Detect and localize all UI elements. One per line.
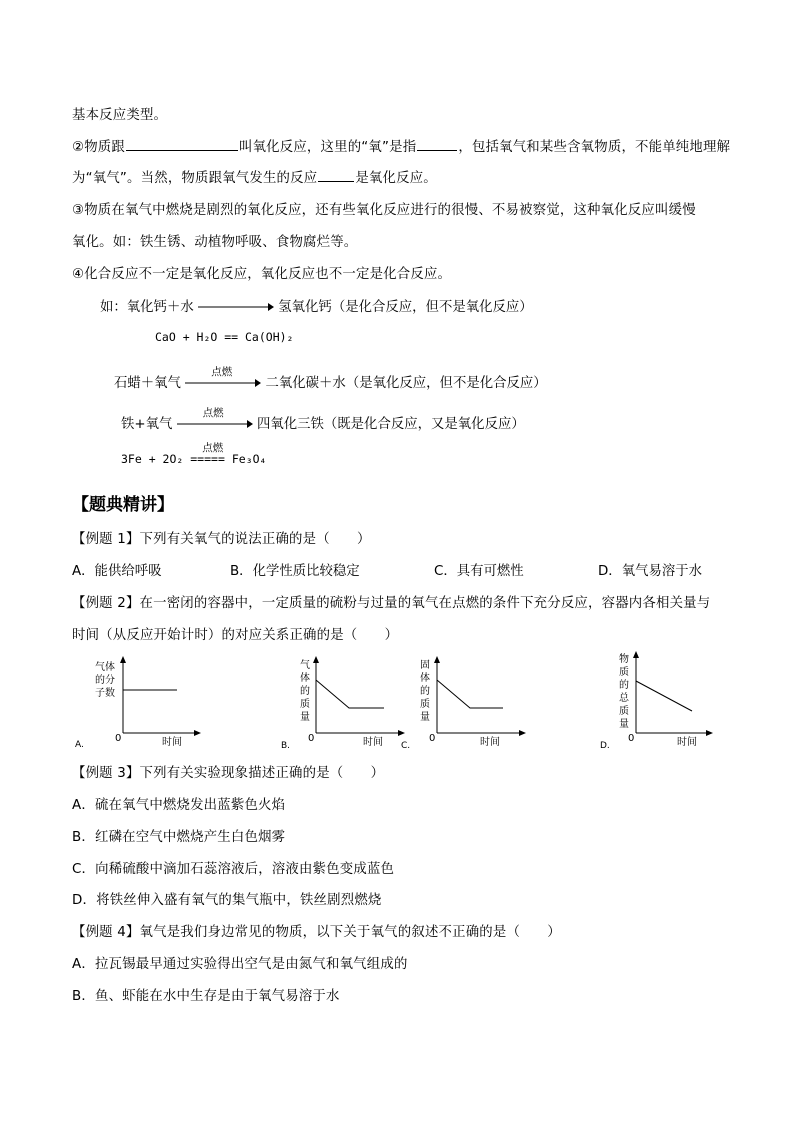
text-line: 氧化。如：铁生锈、动植物呼吸、食物腐烂等。	[72, 235, 358, 250]
graph-a	[72, 655, 202, 750]
equation-2	[114, 366, 547, 391]
graph-ylabel: 量	[420, 712, 430, 723]
reaction-condition: 点燃	[202, 407, 224, 419]
graph-curve	[437, 680, 503, 708]
graph-ylabel: 物	[619, 654, 629, 665]
equation-reactants: 石蜡＋氧气	[114, 376, 181, 391]
text-line: 基本反应类型。	[72, 108, 168, 123]
equation-reactants: 铁+氧气	[121, 417, 173, 432]
graph-ylabel: 固	[420, 660, 430, 671]
text-segment: 叫氧化反应，这里的“氧”是指	[238, 140, 417, 155]
fill-blank	[417, 137, 457, 151]
text-segment: 为“氧气”。当然，物质跟氧气发生的反应	[72, 171, 318, 186]
graph-d	[597, 648, 717, 750]
graph-ylabel: 子数	[95, 688, 115, 699]
text-line: ③物质在氧气中燃烧是剧烈的氧化反应，还有些氧化反应进行的很慢、不易被察觉，这种氧化反应叫缓慢	[72, 203, 696, 218]
option-a: A．拉瓦锡最早通过实验得出空气是由氮气和氧气组成的	[72, 957, 408, 972]
option-b: B．鱼、虾能在水中生存是由于氧气易溶于水	[72, 989, 340, 1004]
graph-ylabel: 量	[619, 719, 629, 730]
graph-letter: B.	[281, 741, 291, 750]
y-axis-arrow	[633, 651, 639, 658]
x-axis-arrow	[519, 730, 526, 736]
question-stem: 【例题 1】下列有关氧气的说法正确的是（ ）	[72, 532, 371, 547]
fill-blank	[126, 137, 238, 151]
equals-sign: 点燃 =====	[190, 442, 225, 466]
text-segment: ，包括氧气和某些含氧物质，不能单纯地理解	[458, 140, 731, 155]
option-b: B．化学性质比较稳定	[230, 564, 360, 579]
equation-products: 氢氧化钙（是化合反应，但不是氧化反应）	[278, 300, 533, 315]
x-axis-arrow	[194, 730, 201, 736]
graph-ylabel: 的	[619, 680, 629, 691]
graph-xlabel: 时间	[677, 737, 697, 748]
graph-b	[281, 655, 411, 750]
graph-ylabel: 气	[300, 660, 310, 671]
fill-blank	[318, 168, 354, 182]
section-title: 【题典精讲】	[72, 495, 174, 515]
equation-products: 二氧化碳＋水（是氧化反应，但不是化合反应）	[265, 376, 547, 391]
graph-ylabel: 质	[619, 667, 629, 678]
text-line	[72, 136, 730, 155]
option-a: A．硫在氧气中燃烧发出蓝紫色火焰	[72, 798, 286, 813]
y-axis-arrow	[313, 656, 319, 663]
equation-1	[100, 296, 533, 315]
graph-ylabel: 质	[619, 706, 629, 717]
graph-xlabel: 时间	[480, 737, 500, 748]
graph-ylabel: 体	[300, 673, 310, 684]
graph-letter: C.	[401, 741, 411, 750]
option-d: D．将铁丝伸入盛有氧气的集气瓶中，铁丝剧烈燃烧	[72, 893, 382, 908]
graph-ylabel: 的	[420, 686, 430, 697]
graph-ylabel: 质	[300, 699, 310, 710]
reaction-condition: 点燃	[202, 442, 224, 454]
graph-curve	[316, 680, 384, 708]
x-axis-arrow	[706, 730, 713, 736]
graph-ylabel: 量	[300, 712, 310, 723]
y-axis-arrow	[120, 656, 126, 663]
option-a: A．能供给呼吸	[72, 564, 162, 579]
graph-ylabel: 气体	[95, 662, 115, 673]
question-stem: 【例题 2】在一密闭的容器中，一定质量的硫粉与过量的氧气在点燃的条件下充分反应，容器内各相关量与	[72, 596, 711, 611]
graph-origin: 0	[429, 733, 436, 744]
graph-letter: D.	[600, 741, 610, 750]
text-segment: ②物质跟	[72, 140, 125, 155]
arrow-icon	[198, 300, 274, 314]
question-stem: 时间（从反应开始计时）的对应关系正确的是（ ）	[72, 628, 399, 643]
reaction-condition: 点燃	[211, 366, 233, 378]
graph-curve	[636, 681, 692, 711]
text-segment: 是氧化反应。	[355, 171, 437, 186]
text-line	[72, 167, 437, 186]
graph-xlabel: 时间	[162, 737, 182, 748]
text-line: ④化合反应不一定是氧化反应，氧化反应也不一定是化合反应。	[72, 267, 452, 282]
graph-xlabel: 时间	[363, 737, 383, 748]
question-stem: 【例题 3】下列有关实验现象描述正确的是（ ）	[72, 766, 385, 781]
graph-ylabel: 总	[619, 693, 629, 704]
arrow-icon	[185, 366, 261, 390]
graph-ylabel: 的	[300, 686, 310, 697]
option-c: C．向稀硫酸中滴加石蕊溶液后，溶液由紫色变成蓝色	[72, 862, 395, 877]
equation-reactants: 3Fe + 2O₂	[121, 452, 184, 466]
equation-3	[121, 407, 525, 432]
graph-ylabel: 的分	[95, 675, 115, 686]
option-d: D．氧气易溶于水	[598, 564, 703, 579]
equation-products: Fe₃O₄	[231, 452, 267, 466]
graph-ylabel: 体	[420, 673, 430, 684]
graph-origin: 0	[308, 733, 315, 744]
graph-letter: A.	[75, 740, 84, 750]
graph-c	[398, 655, 528, 750]
question-stem: 【例题 4】氧气是我们身边常见的物质，以下关于氧气的叙述不正确的是（ ）	[72, 925, 561, 940]
graph-ylabel: 质	[420, 699, 430, 710]
equation-products: 四氧化三铁（既是化合反应，又是氧化反应）	[256, 417, 525, 432]
option-c: C．具有可燃性	[434, 564, 524, 579]
equation-formula: CaO + H₂O == Ca(OH)₂	[155, 330, 294, 344]
equation-4	[121, 442, 267, 466]
graph-origin: 0	[115, 733, 122, 744]
equation-reactants: 如：氧化钙＋水	[100, 300, 194, 315]
option-b: B．红磷在空气中燃烧产生白色烟雾	[72, 830, 286, 845]
y-axis-arrow	[434, 656, 440, 663]
arrow-icon	[177, 407, 253, 431]
graph-origin: 0	[628, 733, 635, 744]
